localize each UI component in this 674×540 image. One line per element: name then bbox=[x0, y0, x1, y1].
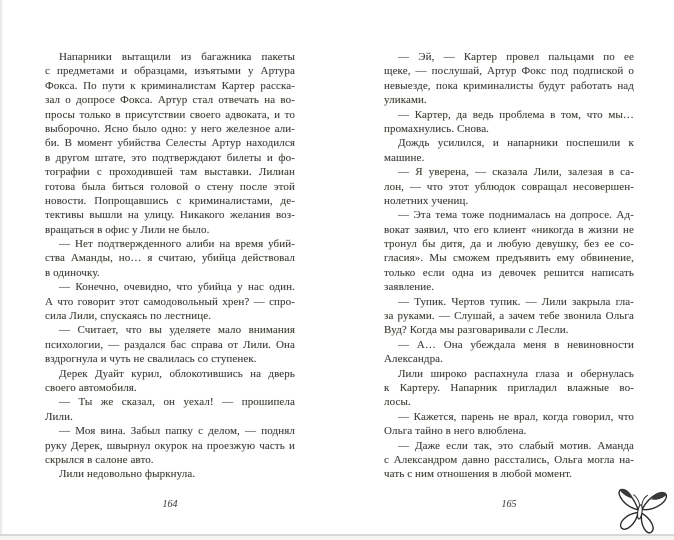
text-line: — Тупик. Чертов тупик. — Лили закрыла гла- bbox=[398, 295, 634, 308]
text-line: Вуд? Когда мы разговаривали с Лесли. bbox=[384, 324, 569, 337]
paragraph bbox=[45, 424, 295, 467]
text-line: лосы. bbox=[384, 396, 411, 409]
text-line: вращаться в офис у Лили не было. bbox=[45, 223, 210, 236]
text-line: тографии с проходившей там выставки. Лилиан bbox=[45, 166, 295, 179]
paragraph bbox=[45, 395, 295, 424]
page-left-edge bbox=[0, 0, 3, 540]
text-line: своего автомобиля. bbox=[45, 381, 137, 394]
text-line: — Кажется, парень не врал, когда говорил, что bbox=[398, 410, 634, 423]
paragraph bbox=[384, 295, 634, 338]
text-line: Лили широко распахнула глаза и обернулась bbox=[398, 367, 634, 380]
text-line: машине. bbox=[384, 151, 425, 164]
text-line: с предметами и образцами, изъятыми у Артура bbox=[45, 65, 295, 78]
text-line: — Даже если так, это слабый мотив. Аманда bbox=[398, 439, 634, 452]
text-line: выборочно. Ясно было одно: у него железное али- bbox=[45, 122, 295, 135]
text-line: чать с ним отношения в любой момент. bbox=[384, 468, 573, 481]
text-line: к Картеру. Напарник пригладил влажные во- bbox=[384, 381, 634, 394]
text-line: — Я уверена, — сказала Лили, залезая в са- bbox=[398, 166, 634, 179]
text-line: новости. Попрощавшись с криминалистами, де- bbox=[45, 194, 295, 207]
text-line: Фокса. По пути к криминалистам Картер расска- bbox=[45, 79, 295, 92]
paragraph bbox=[384, 136, 634, 165]
paragraph bbox=[384, 410, 634, 439]
text-line: сила Лили, спускаясь по лестнице. bbox=[45, 310, 212, 323]
paragraph bbox=[45, 367, 295, 396]
text-line: — Считает, что вы уделяете мало внимания bbox=[59, 324, 295, 337]
text-line: тронул бы дитя, да и любую девушку, без ее со- bbox=[384, 238, 634, 251]
paragraph bbox=[45, 237, 295, 280]
text-line: Дождь усилился, и напарники поспешили к bbox=[398, 137, 634, 150]
page-number-left: 164 bbox=[162, 499, 178, 510]
text-line: заявление. bbox=[384, 281, 435, 294]
paragraph bbox=[384, 108, 634, 137]
text-line: вокат заявил, что его клиент «никогда в жизни не bbox=[384, 223, 634, 236]
paragraph bbox=[384, 439, 634, 482]
page-left-text bbox=[45, 50, 295, 482]
text-line: би. В момент убийства Селесты Артур находился bbox=[45, 137, 295, 150]
paragraph bbox=[45, 50, 295, 237]
text-line: невыезде, пока криминалисты будут работать над bbox=[384, 79, 634, 92]
text-line: — Ты же сказал, он уехал! — прошипела bbox=[59, 396, 295, 409]
text-line: уликами. bbox=[384, 94, 427, 107]
text-line: — Моя вина. Забыл папку с делом, — поднял bbox=[59, 425, 295, 438]
paragraph bbox=[384, 50, 634, 108]
text-line: нолетних учениц. bbox=[384, 194, 469, 207]
text-line: тективы вышли на улицу. Никакого желания воз- bbox=[45, 209, 295, 222]
paragraph bbox=[384, 367, 634, 410]
page-bottom-edge bbox=[0, 534, 674, 540]
text-line: гласия». Мы сможем предъявить ему обвинение, bbox=[384, 252, 634, 265]
text-line: А что говорит этот самодовольный хрен? — спро- bbox=[45, 295, 295, 308]
text-line: Дерек Дуайт курил, облокотившись на дверь bbox=[59, 367, 295, 380]
text-line: Ольга тайно в него влюблена. bbox=[384, 425, 527, 438]
paragraph bbox=[45, 467, 295, 481]
text-line: щеке, — послушай, Артур Фокс под подпиской о bbox=[384, 65, 634, 78]
text-line: Напарники вытащили из багажника пакеты bbox=[59, 51, 295, 63]
paragraph bbox=[45, 323, 295, 366]
text-line: ства Аманды, но… я считаю, убийца действовал bbox=[45, 252, 295, 265]
text-line: зал о допросе Фокса. Артур стал отвечать на во- bbox=[45, 94, 295, 107]
text-line: готова была биться головой о стену после этой bbox=[45, 180, 295, 193]
text-line: лон, — что этот ублюдок совращал несовершен- bbox=[384, 180, 634, 193]
text-line: — А… Она убеждала меня в невиновности bbox=[398, 338, 634, 351]
text-line: Лили. bbox=[45, 410, 73, 423]
text-line: в одиночку. bbox=[45, 266, 100, 279]
page-number-right: 165 bbox=[501, 499, 517, 510]
paragraph bbox=[384, 208, 634, 294]
paragraph bbox=[384, 165, 634, 208]
paragraph bbox=[384, 338, 634, 367]
page-right-text bbox=[384, 50, 634, 482]
text-line: руку Дерек, швырнул окурок на проезжую часть и bbox=[45, 439, 295, 452]
text-line: только если одна из девочек решится написать bbox=[384, 266, 634, 279]
text-line: за руками. — Слушай, а зачем тебе звонила Ольга bbox=[384, 310, 634, 323]
text-line: вздрогнула и чуть не свалилась со ступенек. bbox=[45, 353, 257, 366]
text-line: — Эй, — Картер провел пальцами по ее bbox=[398, 51, 634, 63]
text-line: в другом штате, это подтверждают билеты и фо- bbox=[45, 151, 295, 164]
text-line: просы только в присутствии своего адвоката, и то bbox=[45, 108, 295, 121]
text-line: — Эта тема тоже поднималась на допросе. Ад- bbox=[398, 209, 634, 222]
paragraph bbox=[45, 280, 295, 323]
text-line: — Нет подтвержденного алиби на время убий- bbox=[59, 238, 295, 251]
text-line: — Картер, да ведь проблема в том, что мы… bbox=[398, 108, 634, 121]
text-line: промахнулись. Снова. bbox=[384, 122, 490, 135]
text-line: — Конечно, очевидно, что убийца у нас один. bbox=[59, 281, 295, 294]
text-line: Александра. bbox=[384, 353, 444, 366]
text-line: Лили недовольно фыркнула. bbox=[59, 468, 196, 481]
text-line: скрылся в салоне авто. bbox=[45, 453, 154, 466]
text-line: психологии, — раздался бас справа от Лили. Она bbox=[45, 338, 295, 351]
butterfly-icon bbox=[612, 484, 668, 538]
text-line: с Александром давно расстались, Ольга могла на- bbox=[384, 453, 634, 466]
